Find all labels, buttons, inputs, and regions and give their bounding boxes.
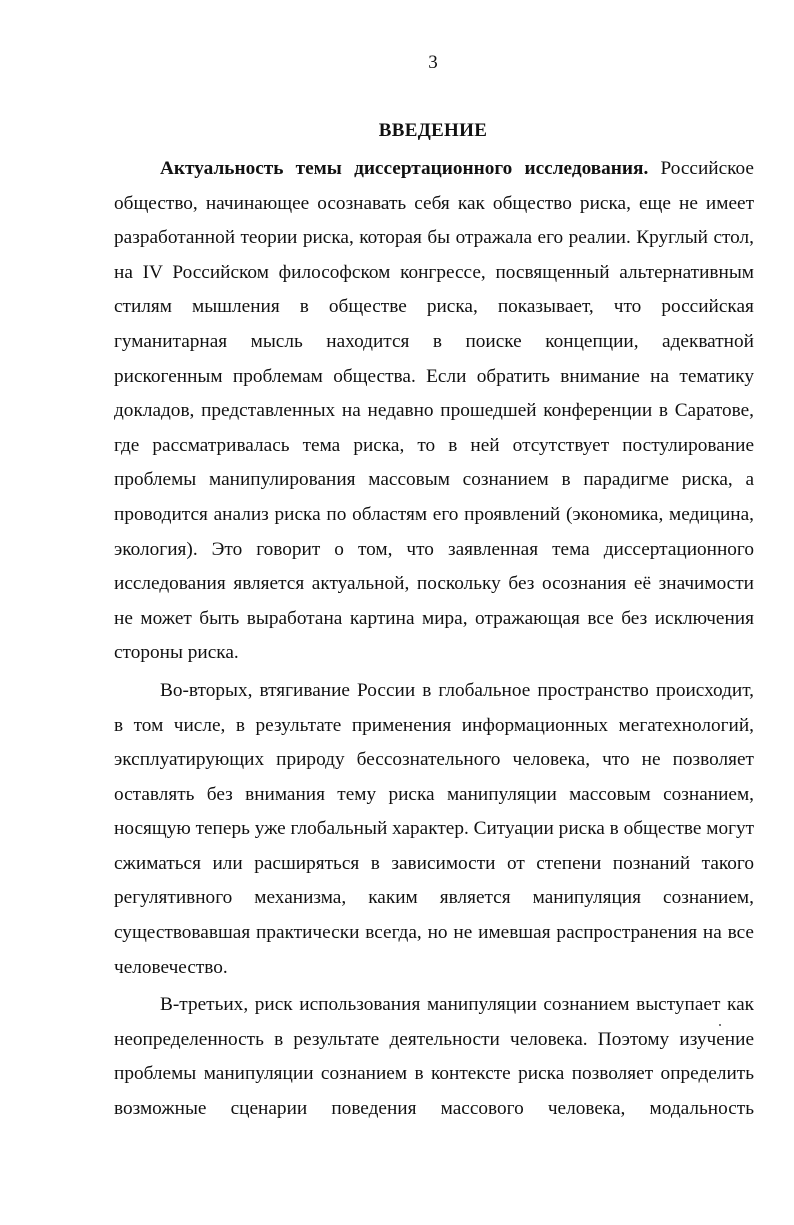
section-heading: ВВЕДЕНИЕ xyxy=(378,120,488,141)
text-line: оставлять без внимания тему риска манипуляции массовым сознанием, xyxy=(114,783,754,805)
word: человека, xyxy=(547,1098,626,1120)
text-line: разработанной теории риска, которая бы отражала его реалии. Круглый стол, xyxy=(114,227,754,249)
lead-bold-text: Актуальность темы диссертационного исследования. xyxy=(160,158,649,179)
word: российская xyxy=(661,296,754,318)
text-line: человечество. xyxy=(114,956,228,978)
text-line: проблемы манипулирования массовым сознанием в парадигме риска, а xyxy=(114,469,754,491)
text-line xyxy=(114,1092,754,1127)
word: мысль xyxy=(250,330,303,352)
word: регулятивного xyxy=(114,887,233,909)
word: является xyxy=(439,887,511,909)
paragraph-2 xyxy=(114,674,754,985)
text-line: общество, начинающее осознавать себя как общество риска, еще не имеет xyxy=(114,192,754,214)
word: концепции, xyxy=(545,330,639,352)
word: сценарии xyxy=(230,1098,308,1120)
text-line: исследования является актуальной, поскольку без осознания её значимости xyxy=(114,573,754,595)
text-line: стороны риска. xyxy=(114,642,239,664)
word: возможные xyxy=(114,1098,207,1120)
word: в xyxy=(299,296,309,318)
text-line: существовавшая практически всегда, но не имевшая распространения на все xyxy=(114,922,754,944)
text-line: рискогенным проблемам общества. Если обратить внимание на тематику xyxy=(114,365,754,387)
text-line: проблемы манипуляции сознанием в контексте риска позволяет определить xyxy=(114,1063,754,1085)
word: модальность xyxy=(649,1098,754,1120)
word: сознанием, xyxy=(663,887,754,909)
text-line: не может быть выработана картина мира, отражающая все без исключения xyxy=(114,607,754,629)
word: что xyxy=(613,296,642,318)
word: поведения xyxy=(331,1098,417,1120)
word: поиске xyxy=(465,330,522,352)
word: показывает, xyxy=(497,296,594,318)
text-line: в том числе, в результате применения информационных мегатехнологий, xyxy=(114,714,754,736)
page-number: 3 xyxy=(428,52,438,73)
word: мышления xyxy=(192,296,280,318)
text-line: на IV Российском философском конгрессе, посвященный альтернативным xyxy=(114,261,754,283)
text-line xyxy=(114,152,754,187)
word: риска, xyxy=(426,296,478,318)
word: массового xyxy=(440,1098,524,1120)
text-line xyxy=(114,290,754,325)
word: механизма, xyxy=(254,887,347,909)
text-line: экология). Это говорит о том, что заявленная тема диссертационного xyxy=(114,538,754,560)
text-line: В-третьих, риск использования манипуляции сознанием выступает как xyxy=(160,994,754,1016)
text-line: сжиматься или расширяться в зависимости от степени познаний такого xyxy=(114,852,754,874)
paragraph-1 xyxy=(114,152,754,671)
text-line: неопределенность в результате деятельности человека. Поэтому изучение xyxy=(114,1028,754,1050)
word: обществе xyxy=(328,296,407,318)
text-fragment: Российское xyxy=(648,158,754,179)
paragraph-3 xyxy=(114,988,754,1126)
word: адекватной xyxy=(662,330,754,352)
word: в xyxy=(432,330,442,352)
scan-speck xyxy=(719,1024,721,1026)
word: каким xyxy=(368,887,418,909)
text-line: проводится анализ риска по областям его проявлений (экономика, медицина, xyxy=(114,503,754,525)
word: находится xyxy=(326,330,410,352)
text-line: Во-вторых, втягивание России в глобальное пространство происходит, xyxy=(160,679,754,701)
text-line: эксплуатирующих природу бессознательного человека, что не позволяет xyxy=(114,749,754,771)
document-body xyxy=(114,152,754,1127)
word: гуманитарная xyxy=(114,330,228,352)
text-line xyxy=(114,881,754,916)
text-line xyxy=(114,325,754,360)
word: стилям xyxy=(114,296,172,318)
text-line: носящую теперь уже глобальный характер. Ситуации риска в обществе могут xyxy=(114,818,755,840)
word: манипуляция xyxy=(532,887,641,909)
text-line: где рассматривалась тема риска, то в ней отсутствует постулирование xyxy=(114,434,754,456)
text-line: докладов, представленных на недавно прошедшей конференции в Саратове, xyxy=(114,400,754,422)
